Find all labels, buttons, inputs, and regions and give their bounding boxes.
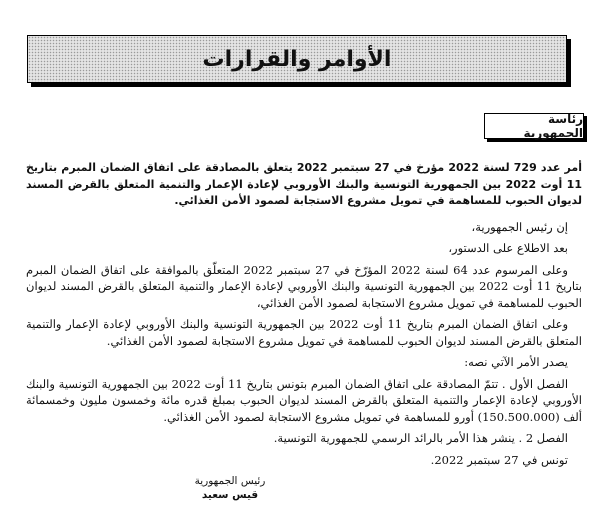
enacting-clause: يصدر الأمر الآتي نصه: [464, 355, 568, 369]
preamble-decree-law: وعلى المرسوم عدد 64 لسنة 2022 المؤرّخ في 27 سبتمبر 2022 المتعلّق بالموافقة على اتفاق الضمان المبرم بتاريخ 11 أوت 2022 بين الجمهورية التونسية والبنك الأوروبي لإعادة الإعمار والتنمية المتعلق بالقرض المسند لديوان الحبوب للمساهمة في تمويل مشروع الاستجابة لصمود الأمن الغذائي، [26, 262, 582, 310]
article-2: الفصل 2 . ينشر هذا الأمر بالرائد الرسمي للجمهورية التونسية. [273, 431, 568, 445]
decree-title: أمر عدد 729 لسنة 2022 مؤرخ في 27 سبتمبر 2022 يتعلق بالمصادقة على اتفاق الضمان المبرم بتاريخ 11 أوت 2022 بين الجمهورية التونسية والبنك الأوروبي لإعادة الإعمار والتنمية المتعلق بالقرض المسند لديوان الحبوب للمساهمة في تمويل مشروع الاستجابة لصمود الأمن الغذائي. [26, 161, 582, 207]
section-label-box [484, 113, 584, 139]
signature-block [190, 474, 270, 502]
decree-body [26, 160, 582, 468]
date-line: تونس في 27 سبتمبر 2022. [430, 452, 568, 467]
signature-role: رئيس الجمهورية [194, 475, 266, 487]
article-1: الفصل الأول . تتمّ المصادقة على اتفاق الضمان المبرم بتونس بتاريخ 11 أوت 2022 بين الجمهورية التونسية والبنك الأوروبي لإعادة الإعمار والتنمية المتعلق بالقرض المسند لديوان الحبوب بمبلغ قدره مائة وخمسون مليون وخمسمائة ألف (150.500.000) أورو للمساهمة في تمويل مشروع الاستجابة لصمود الأمن الغذائي. [26, 376, 582, 424]
preamble-president: إن رئيس الجمهورية، [471, 219, 568, 234]
signature-name: قيس سعيد [201, 489, 259, 501]
section-label: رئاسة الجمهورية [523, 112, 583, 140]
section-banner [27, 35, 567, 83]
preamble-agreement: وعلى اتفاق الضمان المبرم بتاريخ 11 أوت 2022 بين الجمهورية التونسية والبنك الأوروبي لإعادة الإعمار والتنمية المتعلق بالقرض المسند لديوان الحبوب للمساهمة في تمويل مشروع الاستجابة لصمود الأمن الغذائي. [26, 317, 582, 348]
preamble-constitution: بعد الاطلاع على الدستور، [448, 241, 568, 255]
banner-title: الأوامر والقرارات [202, 46, 392, 72]
